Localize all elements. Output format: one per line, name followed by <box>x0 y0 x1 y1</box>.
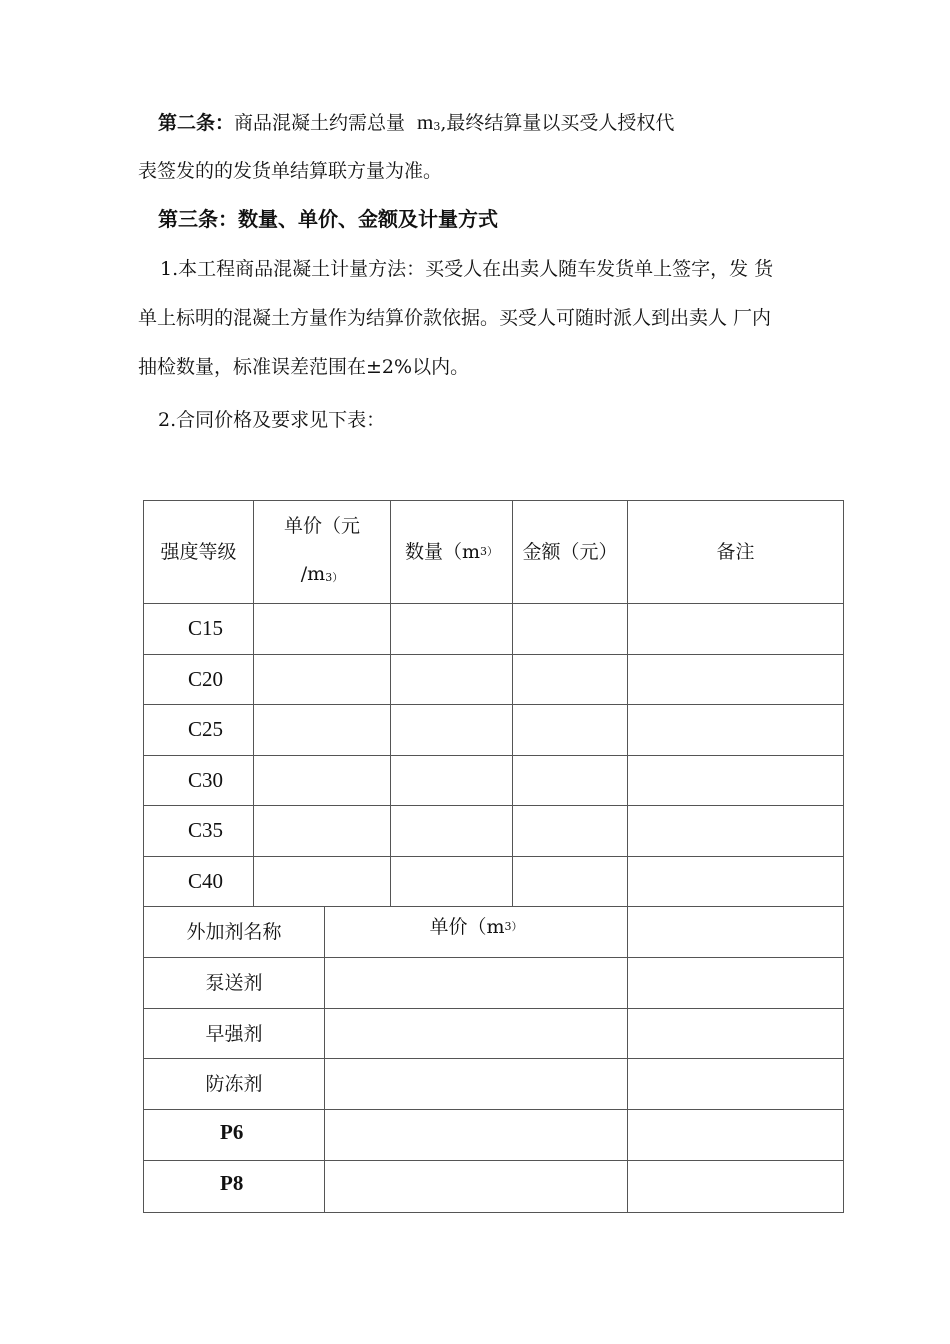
additive-extra-cell[interactable] <box>628 1059 844 1110</box>
additive-name-cell: 早强剂 <box>143 1009 325 1059</box>
header-additive-unit-price: 单价（m 3） <box>325 907 628 958</box>
amount-cell[interactable] <box>513 857 628 907</box>
additive-extra-cell[interactable] <box>628 958 844 1009</box>
additive-price-cell[interactable] <box>325 1110 628 1161</box>
quantity-cell[interactable] <box>391 655 513 705</box>
clause3-item1-line1: 1.本工程商品混凝土计量方法：买受人在出卖人随车发货单上签字，发 货 <box>160 258 774 280</box>
unit-price-cell[interactable] <box>254 857 391 907</box>
header-grade: 强度等级 <box>143 500 254 604</box>
grade-cell: C40 <box>143 857 254 907</box>
amount-cell[interactable] <box>513 806 628 857</box>
additive-header-extra <box>628 907 844 958</box>
header-amount: 金额（元） <box>513 500 628 604</box>
quantity-cell[interactable] <box>391 857 513 907</box>
quantity-cell[interactable] <box>391 806 513 857</box>
remark-cell[interactable] <box>628 806 844 857</box>
quantity-cell[interactable] <box>391 705 513 756</box>
clause2-text-b: ,最终结算量以买受人授权代 <box>440 112 675 134</box>
additive-name-cell: P8 <box>143 1161 325 1213</box>
quantity-cell[interactable] <box>391 604 513 655</box>
additive-price-cell[interactable] <box>325 1009 628 1059</box>
amount-cell[interactable] <box>513 655 628 705</box>
grade-cell: C25 <box>143 705 254 756</box>
additive-extra-cell[interactable] <box>628 1161 844 1213</box>
clause3-item2: 2.合同价格及要求见下表： <box>158 409 386 431</box>
remark-cell[interactable] <box>628 857 844 907</box>
remark-cell[interactable] <box>628 604 844 655</box>
header-unit-price: 单价（元 /m3） <box>254 500 391 604</box>
additive-price-cell[interactable] <box>325 1059 628 1110</box>
header-additive-name: 外加剂名称 <box>143 907 325 958</box>
clause2-label: 第二条： <box>158 112 235 134</box>
additive-name-cell: 泵送剂 <box>143 958 325 1009</box>
clause2-unit: m <box>417 110 434 134</box>
grade-cell: C30 <box>143 756 254 806</box>
amount-cell[interactable] <box>513 705 628 756</box>
remark-cell[interactable] <box>628 756 844 806</box>
grade-cell: C15 <box>143 604 254 655</box>
additive-extra-cell[interactable] <box>628 1009 844 1059</box>
clause3-item1-line2: 单上标明的混凝土方量作为结算价款依据。买受人可随时派人到出卖人 厂内 <box>138 307 772 329</box>
additive-name-cell: P6 <box>143 1110 325 1161</box>
quantity-cell[interactable] <box>391 756 513 806</box>
clause2-line2: 表签发的的发货单结算联方量为准。 <box>138 160 443 182</box>
header-quantity: 数量（m 3） <box>391 500 513 604</box>
amount-cell[interactable] <box>513 604 628 655</box>
header-remark: 备注 <box>628 500 844 604</box>
unit-price-cell[interactable] <box>254 604 391 655</box>
unit-price-cell[interactable] <box>254 705 391 756</box>
clause2-text-a: 商品混凝土约需总量 <box>234 112 406 134</box>
unit-price-cell[interactable] <box>254 806 391 857</box>
additive-name-cell: 防冻剂 <box>143 1059 325 1110</box>
amount-cell[interactable] <box>513 756 628 806</box>
unit-price-cell[interactable] <box>254 655 391 705</box>
grade-cell: C20 <box>143 655 254 705</box>
remark-cell[interactable] <box>628 655 844 705</box>
additive-extra-cell[interactable] <box>628 1110 844 1161</box>
remark-cell[interactable] <box>628 705 844 756</box>
clause3-heading: 第三条：数量、单价、金额及计量方式 <box>158 207 498 231</box>
clause2-line1 <box>158 110 674 139</box>
clause2-unit-sup: 3 <box>433 120 441 133</box>
additive-price-cell[interactable] <box>325 958 628 1009</box>
grade-cell: C35 <box>143 806 254 857</box>
clause3-item1-line3: 抽检数量，标准误差范围在±2%以内。 <box>138 356 470 378</box>
unit-price-cell[interactable] <box>254 756 391 806</box>
additive-price-cell[interactable] <box>325 1161 628 1213</box>
